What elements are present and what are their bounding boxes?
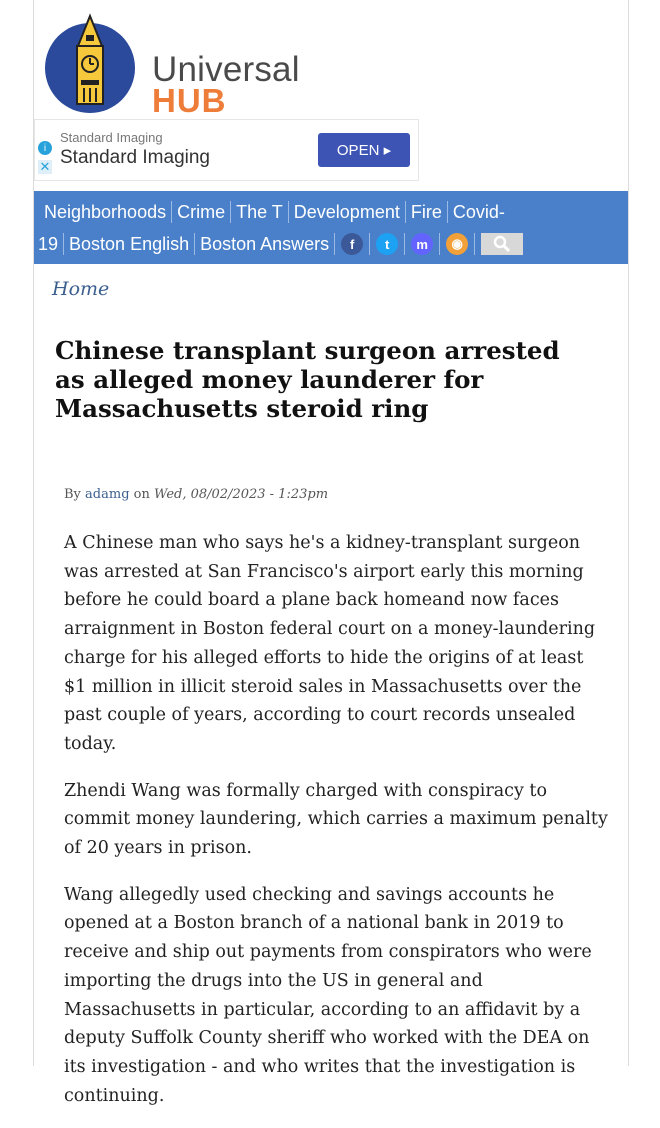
byline-on: on [133, 487, 150, 502]
nav-link-covid[interactable]: Covid- [452, 202, 505, 222]
nav-separator [404, 233, 405, 255]
page [33, 0, 629, 1106]
ad-title: Standard Imaging [60, 147, 210, 168]
search-icon [493, 235, 511, 253]
nav-link-neighborhoods[interactable]: Neighborhoods [38, 201, 172, 223]
ad-open-button[interactable]: OPEN ▸ [318, 133, 410, 167]
logo-text-universal: Universal [152, 50, 300, 89]
nav-link-the-t[interactable]: The T [231, 201, 289, 223]
author-link[interactable]: adamg [85, 487, 130, 502]
nav-link-fire[interactable]: Fire [406, 201, 448, 223]
article-body [64, 529, 609, 1128]
byline-by: By [64, 487, 81, 502]
nav-row-2 [38, 229, 523, 259]
main-nav [34, 191, 628, 264]
nav-link-boston-answers[interactable]: Boston Answers [195, 233, 335, 255]
nav-link-covid-19[interactable]: 19 [38, 233, 64, 255]
article-paragraph: Zhendi Wang was formally charged with conspiracy to commit money laundering, which carries a maximum penalty of 20 years in prison. [64, 780, 608, 859]
mastodon-icon[interactable]: m [411, 233, 433, 255]
ad-info-icon[interactable]: i [38, 141, 52, 155]
nav-link-development[interactable]: Development [289, 201, 406, 223]
search-button[interactable] [481, 233, 523, 255]
nav-separator [474, 233, 475, 255]
clock-tower-icon [42, 10, 142, 120]
nav-separator [369, 233, 370, 255]
twitter-icon[interactable]: t [376, 233, 398, 255]
nav-separator [439, 233, 440, 255]
ad-close-icon[interactable]: ✕ [39, 159, 51, 174]
site-logo[interactable] [42, 10, 302, 122]
logo-text-hub: HUB [152, 82, 227, 119]
byline [64, 487, 328, 502]
breadcrumb-home[interactable]: Home [52, 278, 110, 300]
facebook-icon[interactable]: f [341, 233, 363, 255]
nav-link-boston-english[interactable]: Boston English [64, 233, 195, 255]
ad-banner[interactable] [34, 119, 419, 181]
article-title: Chinese transplant surgeon arrested as alleged money launderer for Massachusetts steroid ring [55, 336, 560, 423]
article-date: Wed, 08/02/2023 - 1:23pm [154, 487, 329, 502]
rss-icon[interactable]: ◉ [446, 233, 468, 255]
ad-subtitle: Standard Imaging [60, 130, 163, 145]
nav-row-1 [38, 197, 510, 227]
nav-link-crime[interactable]: Crime [172, 201, 231, 223]
article-paragraph: Wang allegedly used checking and savings accounts he opened at a Boston branch of a national bank in 2019 to receive and ship out payments from conspirators who were importing the drugs into the US in general and Massachusetts in particular, according to an affidavit by a deputy Suffolk County sheriff who worked with the DEA on its investigation - and who writes that the investigation is continuing. [64, 884, 592, 1106]
article-paragraph: A Chinese man who says he's a kidney-transplant surgeon was arrested at San Francisco's airport early this morning before he could board a plane back homeand now faces arraignment in Boston federal court on a money-laundering charge for his alleged efforts to hide the origins of at least $1 million in illicit steroid sales in Massachusetts over the past couple of years, according to court records unsealed today. [64, 533, 596, 754]
